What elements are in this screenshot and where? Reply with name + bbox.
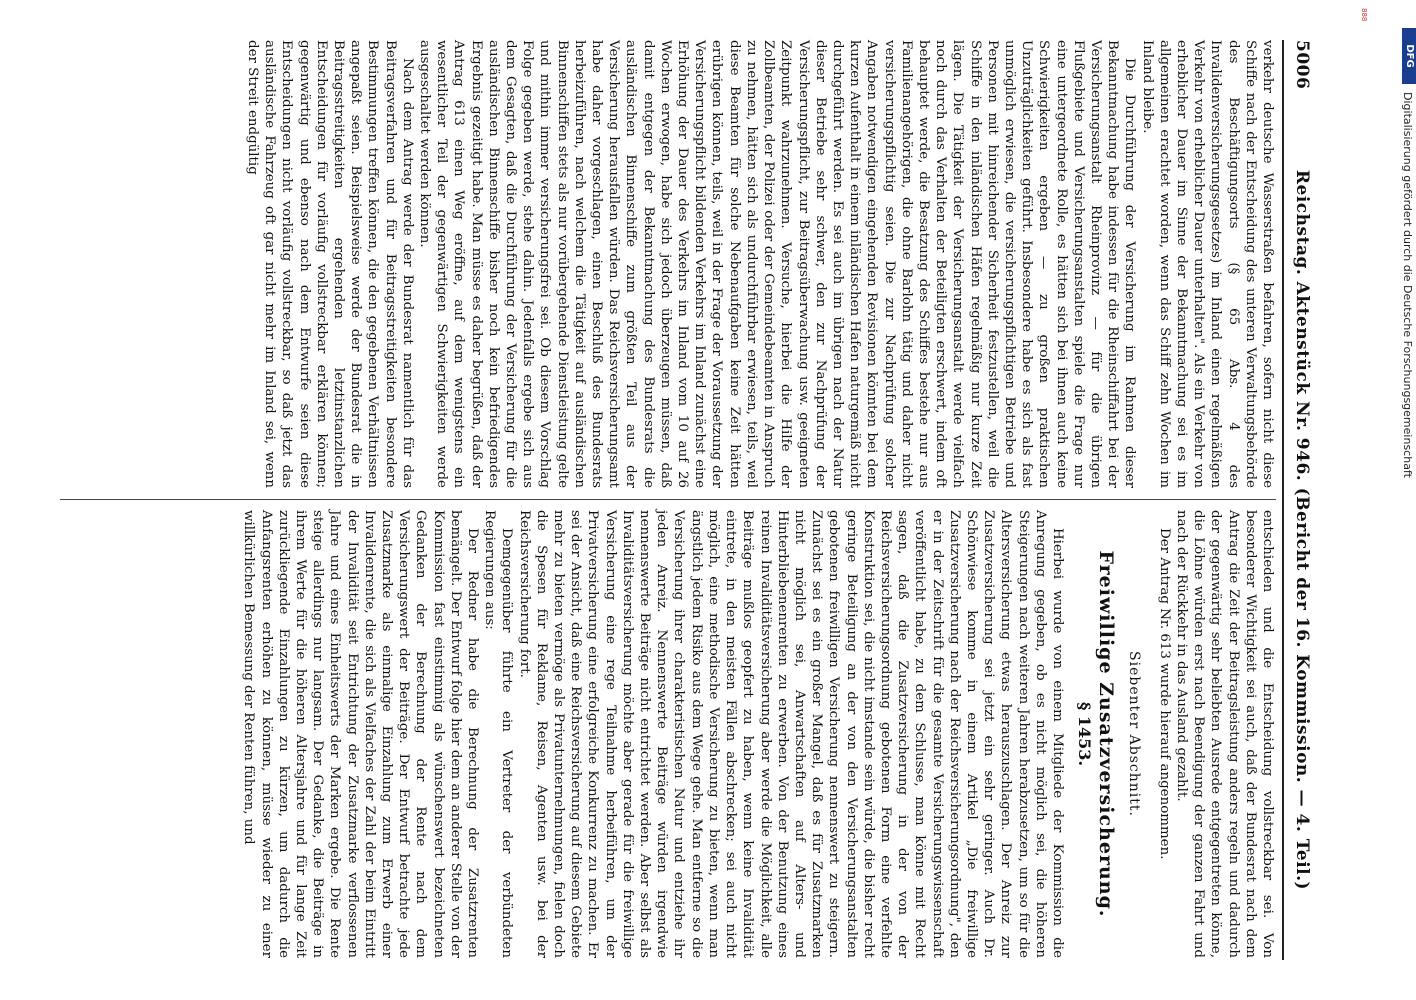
left-paragraph: Die Durchführung der Versicherung im Rahmen dieser Bekanntmachung habe indessen für die Rheinschiffahrt bei der Versicherungsanstalt Rheinprovinz — für die übrigen Flußgebiete und Versicherungsanstalten spiele die Frage nur eine untergeordnete Rolle, es hätten sich bei ihnen auch keine Schwierigkeiten ergeben — zu großen praktischen Unzuträglichkeiten geführt. Insbesondere habe es sich als fast unmöglich erwiesen, die versicherungspflichtigen Betriebe und Personen mit hinreichender Sicherheit festzustellen, weil die Schiffe in den inländischen Häfen regelmäßig nur kurze Zeit lägen. Die Tätigkeit der Versicherungsanstalt werde vielfach noch durch das Verhalten der Beteiligten erschwert, indem oft behauptet werde, die Besatzung des Schiffes bestehe nur aus Familienangehörigen, die ohne Barlohn tätig und daher nicht versicherungspflichtig seien. Die zur Nachprüfung solcher Angaben notwendigen eingehenden Revisionen könnten bei dem kurzen Aufenthalt in einem inländischen Hafen naturgemäß nicht durchgeführt werden. Es sei auch im übrigen nach der Natur dieser Betriebe sehr schwer, den zur Nachprüfung der Versicherungspflicht, zur Beitragsüberwachung usw. geeigneten Zeitpunkt wahrzunehmen. Versuche, hierbei die Hilfe der Zollbeamten, der Polizei oder der Gemeindebeamten in Anspruch zu nehmen, hätten sich als undurchführbar erwiesen, teils, weil diese Beamten für solche Nebenaufgaben keine Zeit hätten erübrigen können, teils, weil in der Frage der Voraussetzung der Versicherungspflicht bildenden Verkehrs im Inland zunächst eine Erhöhung der Dauer des Verkehrs im Inland vom 10 auf 26 Wochen erwogen, habe sich jedoch überzeugen müssen, daß damit entgegen der Bekanntmachung des Bundesrats die ausländischen Binnenschiffe zum größten Teil aus der Versicherung herausfallen würden. Das Reichsversicherungsamt habe daher vorgeschlagen, einen Beschluß des Bundesrats herbeizuführen, nach welchem die Tätigkeit auf ausländischen Binnenschiffen stets als nur vorübergehende Dienstleistung gelte und mithin immer versicherungsfrei sei. Ob diesem Vorschlag Folge gegeben werde, stehe dahin. Jedenfalls ergebe sich aus dem Gesagten, daß die Durchführung der Versicherung für die ausländischen Binnenschiffe bisher noch kein befriedigendes Ergebnis gezeitigt habe. Man müsse es daher begrüßen, daß der Antrag 613 einen Weg eröffne, auf dem wenigstens ein wesentlicher Teil der gegenwärtigen Schwierigkeiten werde ausgeschaltet werden können. <box>417 40 1138 488</box>
header-rule <box>1282 40 1284 960</box>
left-column <box>60 40 1276 488</box>
right-paragraph: Demgegenüber führte ein Vertreter der verbündeten Regierungen aus: <box>482 510 515 958</box>
page-number: 5006 <box>1292 40 1312 90</box>
section-label: Siebenter Abschnitt. <box>1125 651 1142 817</box>
right-paragraph: Der Antrag Nr. 613 wurde hierauf angenommen. <box>1156 528 1172 860</box>
right-paragraph: Hierbei wurde von einem Mitgliede der Kommission die Anregung gegeben, ob es nicht möglich sei, die höheren Steigerungen nach weiteren Jahren herabzusetzen, um so für die Altersversicherung etwas herauszuschlagen. Der Anreiz zur Zusatzversicherung sei jetzt ein sehr geringer. Auch Dr. Schönwiese komme in einem Artikel „Die freiwillige Zusatzversicherung nach der Reichsversicherungsordnung", den er in der Zeitschrift für die gesamte Versicherungswissenschaft veröffentlicht habe, zu dem Schlusse, man könne mit Recht sagen, daß die Zusatzversicherung in der von der Reichsversicherungsordnung gebotenen Form eine verfehlte Konstruktion sei, die nicht imstande sein würde, die bisher recht geringe Beteiligung an der von den Versicherungsanstalten gebotenen freiwilligen Versicherung nennenswert zu steigern. Zunächst sei es ein großer Mangel, daß es für Zusatzmarken nicht möglich sei, Anwartschaften auf Alters- und Hinterbliebenenrenten zu erwerben. Von der Benutzung eines reinen Invaliditätsversicherung aber werde die Möglichkeit, alle Beiträge mußlos geopfert zu haben, wenn keine Invalidität eintrete, in den meisten Fällen abschrecken; sei auch nicht möglich, eine methodische Versicherung zu bieten, wenn man ängstlich jedem Risiko aus dem Wege gehe. Man entferne so die Versicherung ihrer charakteristischen Natur und entziehe ihr jeden Anreiz. Nennenswerte Beiträge würden irgendwie nennenswerte Beiträge nicht entrichtet werden. Aber selbst als Invaliditätsversicherung möchte aber gerade für die freiwillige Versicherung eine rege Teilnahme herbeiführen, um der Privatversicherung eine erfolgreiche Konkurrenz zu machen. Er sei der Ansicht, daß eine Reichsversicherung auf diesem Gebiete mehr zu bieten vermöge als Privatunternehmungen, fielen doch die Spesen für Reklame, Reisen, Agenten usw. bei der Reichsversicherung fort. <box>516 510 1065 958</box>
left-paragraph: verkehr deutsche Wasserstraßen befahren, sofern nicht diese Schiffe nach der Entscheidung des unteren Verwaltungsbehörde des Beschäftigungsorts (§ 65 Abs. 4 des Invalidenversicherungsgesetzes) im Inland einen regelmäßigen Verkehr von erheblicher Dauer unterhalten". Als ein Verkehr von erheblicher Dauer im Sinne der Bekanntmachung sei es im allgemeinen erachtet worden, wenn das Schiff zehn Wochen im Inland bleibe. <box>1139 40 1275 488</box>
page-header <box>1284 40 1318 960</box>
credit-text: Digitalisierung gefördert durch die Deutsche Forschungsgemeinschaft <box>1401 92 1414 478</box>
dfg-logo: DFG <box>1402 28 1416 84</box>
corner-mark: 888 <box>1360 8 1368 22</box>
section-heading: Freiwillige Zusatzversicherung. <box>1095 550 1118 918</box>
left-paragraph: Nach dem Antrag werde der Bundesrat namentlich für das Beitragsverfahren und für Beitragsstreitigkeiten besondere Bestimmungen treffen können, die den gegebenen Verhältnissen angepaßt seien. Beispielsweise werde der Bundesrat die in Beitragsstreitigkeiten ergehenden letztinstanzlichen Entscheidungen für vorläufig vollstreckbar erklären können; gegenwärtig und ebenso nach dem Entwurfe seien diese Entscheidungen nicht vorläufig vollstreckbar, so daß jetzt das ausländische Fahrzeug oft gar nicht mehr im Inland sei, wenn der Streit endgültig <box>245 40 415 488</box>
right-paragraph: Der Redner habe die Berechnung der Zusatzrenten bemängelt. Der Entwurf folge hier dem an anderer Stelle von der Kommission fast einstimmig als wünschenswert bezeichneten Gedanken der Berechnung der Rente nach dem Versicherungswert der Beiträge. Der Entwurf betrachte jede Zusatzmarke als einmalige Einzahlung zum Erwerb einer Invalidenrente, die sich als Vielfaches der Zahl der beim Eintritt der Invalidität seit Entrichtung der Zusatzmarke verflossenen Jahre und eines Einheitswerts der Marken ergebe. Die Rente steige allerdings nur langsam. Der Gedanke, die Beiträge in ihrem Werte für die höheren Altersjahre und für lange Zeit zurückliegende Einzahlungen zu kürzen, um dadurch die Anfangsrenten erhöhen zu können, müsse wieder zu einer willkürlichen Bemessung der Renten führen, und <box>241 510 481 958</box>
paragraph-number: § 1453. <box>1075 701 1095 767</box>
header-title: Reichstag. Aktenstück Nr. 946. (Bericht der 16. Kommission. — 4. Teil.) <box>1292 169 1312 891</box>
right-column <box>60 510 1276 958</box>
right-paragraph: entschieden und die Entscheidung vollstreckbar sei. Von besonderer Wichtigkeit sei auch, daß der Bundesrat nach dem Antrag die Zeit der Beitragsleistung anders regeln und dadurch der gegenwärtig sehr beliebten Ausrede entgegentreten könne, die Löhne würden erst nach Beendigung der ganzen Fahrt und nach der Rückkehr in das Ausland gezahlt. <box>1173 510 1275 958</box>
column-divider <box>60 499 1276 500</box>
